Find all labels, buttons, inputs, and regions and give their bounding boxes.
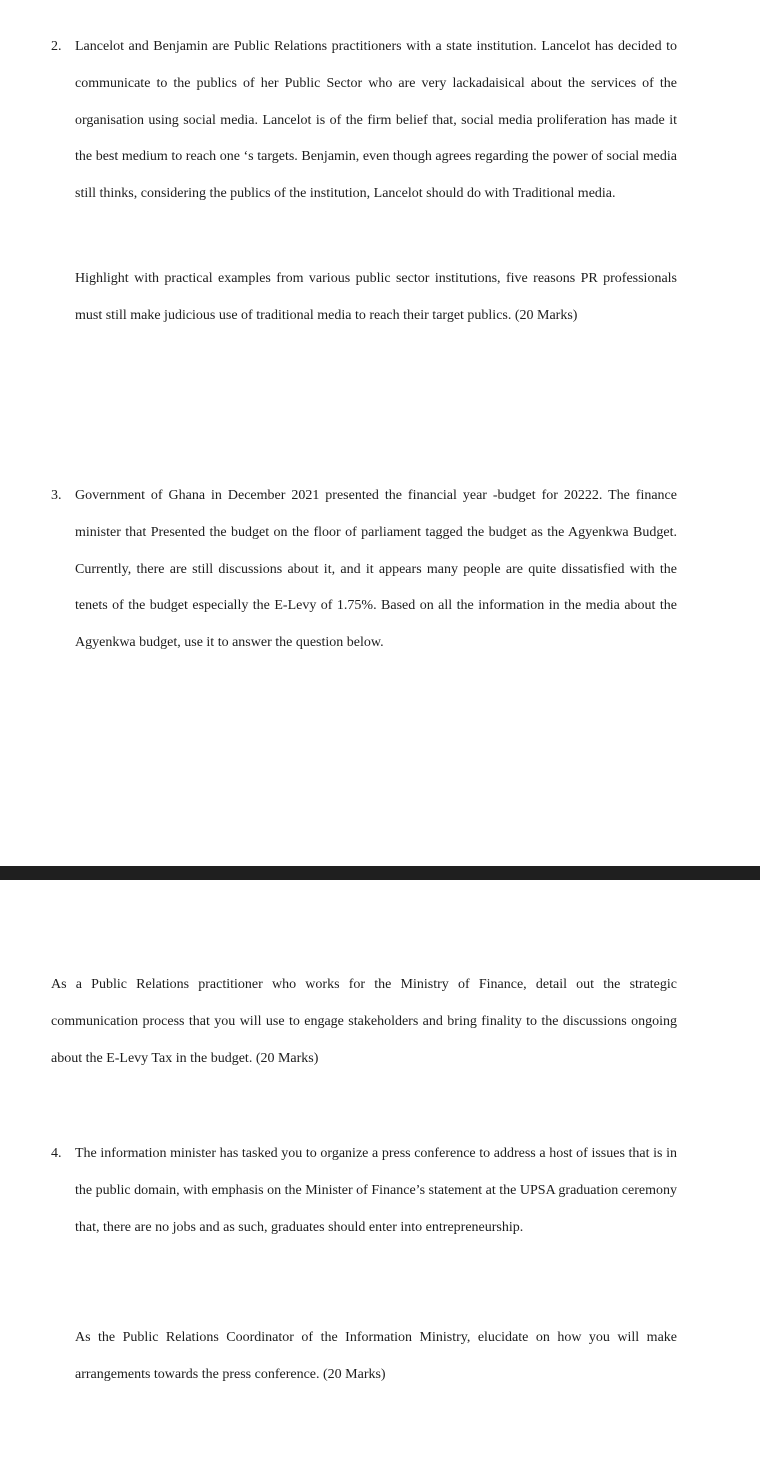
page-divider: [0, 866, 760, 880]
question-3-task: As a Public Relations practitioner who works for the Ministry of Finance, detail out the strategic communication process that you will use to engage stakeholders and bring finality to the discussions ongoing about the E-Levy Tax in the budget. (20 Marks): [51, 977, 677, 1066]
question-4-scenario: The information minister has tasked you to organize a press conference to address a host of issues that is in the public domain, with emphasis on the Minister of Finance’s statement at the UPSA graduation ceremony that, there are no jobs and as such, graduates should enter into entrepreneurship.: [75, 1146, 677, 1235]
question-2-task: Highlight with practical examples from various public sector institutions, five reasons PR professionals must still make judicious use of traditional media to reach their target publics. (20 Marks): [75, 271, 677, 323]
question-4-task: As the Public Relations Coordinator of the Information Ministry, elucidate on how you will make arrangements towards the press conference. (20 Marks): [75, 1330, 677, 1382]
question-3-scenario: Government of Ghana in December 2021 presented the financial year -budget for 20222. The finance minister that Presented the budget on the floor of parliament tagged the budget as the Agyenkwa Budget. Currently, there are still discussions about it, and it appears many people are quite dissatisfied with the tenets of the budget especially the E-Levy of 1.75%. Based on all the information in the media about the Agyenkwa budget, use it to answer the question below.: [75, 488, 677, 651]
question-4-number: 4.: [51, 1146, 62, 1161]
question-3-number: 3.: [51, 488, 62, 503]
question-2-scenario: Lancelot and Benjamin are Public Relations practitioners with a state institution. Lancelot has decided to communicate to the publics of her Public Sector who are very lackadaisical about the services of the organisation using social media. Lancelot is of the firm belief that, social media proliferation has made it the best medium to reach one ‘s targets. Benjamin, even though agrees regarding the power of social media still thinks, considering the publics of the institution, Lancelot should do with Traditional media.: [75, 39, 677, 202]
question-2-number: 2.: [51, 39, 62, 54]
